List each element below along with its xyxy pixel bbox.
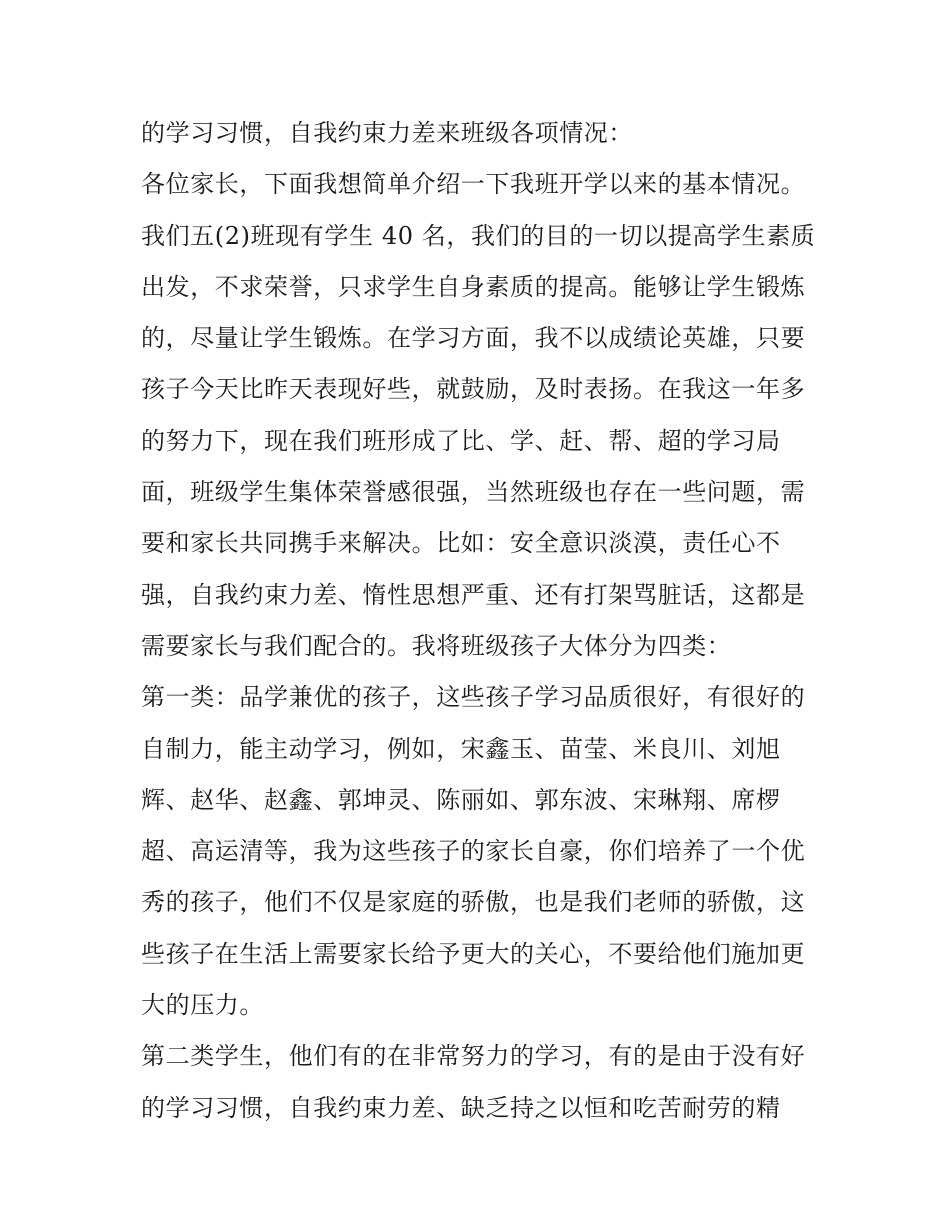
text-line: 超、高运清等，我为这些孩子的家长自豪，你们培养了一个优 bbox=[141, 837, 806, 866]
text-line: 要和家长共同携手来解决。比如：安全意识淡漠，责任心不 bbox=[141, 529, 781, 558]
text-line: 第二类学生，他们有的在非常努力的学习，有的是由于没有好 bbox=[141, 1042, 806, 1071]
text-line: 需要家长与我们配合的。我将班级孩子大体分为四类： bbox=[141, 631, 732, 660]
body-text bbox=[141, 108, 821, 1134]
text-line: 些孩子在生活上需要家长给予更大的关心，不要给他们施加更 bbox=[141, 939, 806, 968]
text-line: 的努力下，现在我们班形成了比、学、赶、帮、超的学习局 bbox=[141, 426, 781, 455]
text-line: 的，尽量让学生锻炼。在学习方面，我不以成绩论英雄，只要 bbox=[141, 324, 806, 353]
text-line: 大的压力。 bbox=[141, 991, 264, 1020]
text-line: 出发，不求荣誉，只求学生自身素质的提高。能够让学生锻炼 bbox=[141, 272, 806, 301]
text-line: 的学习习惯，自我约束力差来班级各项情况： bbox=[141, 119, 633, 147]
text-line: 孩子今天比昨天表现好些，就鼓励，及时表扬。在我这一年多 bbox=[141, 375, 806, 404]
text-line: 的学习习惯，自我约束力差、缺乏持之以恒和吃苦耐劳的精 bbox=[141, 1093, 781, 1122]
text-line: 面，班级学生集体荣誉感很强，当然班级也存在一些问题，需 bbox=[141, 478, 806, 507]
text-line: 我们五(2)班现有学生 40 名，我们的目的一切以提高学生素质 bbox=[141, 221, 816, 250]
text-line: 第一类：品学兼优的孩子，这些孩子学习品质很好，有很好的 bbox=[141, 683, 806, 712]
text-line: 各位家长，下面我想简单介绍一下我班开学以来的基本情况。 bbox=[141, 170, 806, 199]
text-line: 强，自我约束力差、惰性思想严重、还有打架骂脏话，这都是 bbox=[141, 580, 806, 609]
text-line: 秀的孩子，他们不仅是家庭的骄傲，也是我们老师的骄傲，这 bbox=[141, 888, 806, 917]
text-line: 辉、赵华、赵鑫、郭坤灵、陈丽如、郭东波、宋琳翔、席椤 bbox=[141, 785, 781, 814]
text-line: 自制力，能主动学习，例如，宋鑫玉、苗莹、米良川、刘旭 bbox=[141, 734, 781, 763]
